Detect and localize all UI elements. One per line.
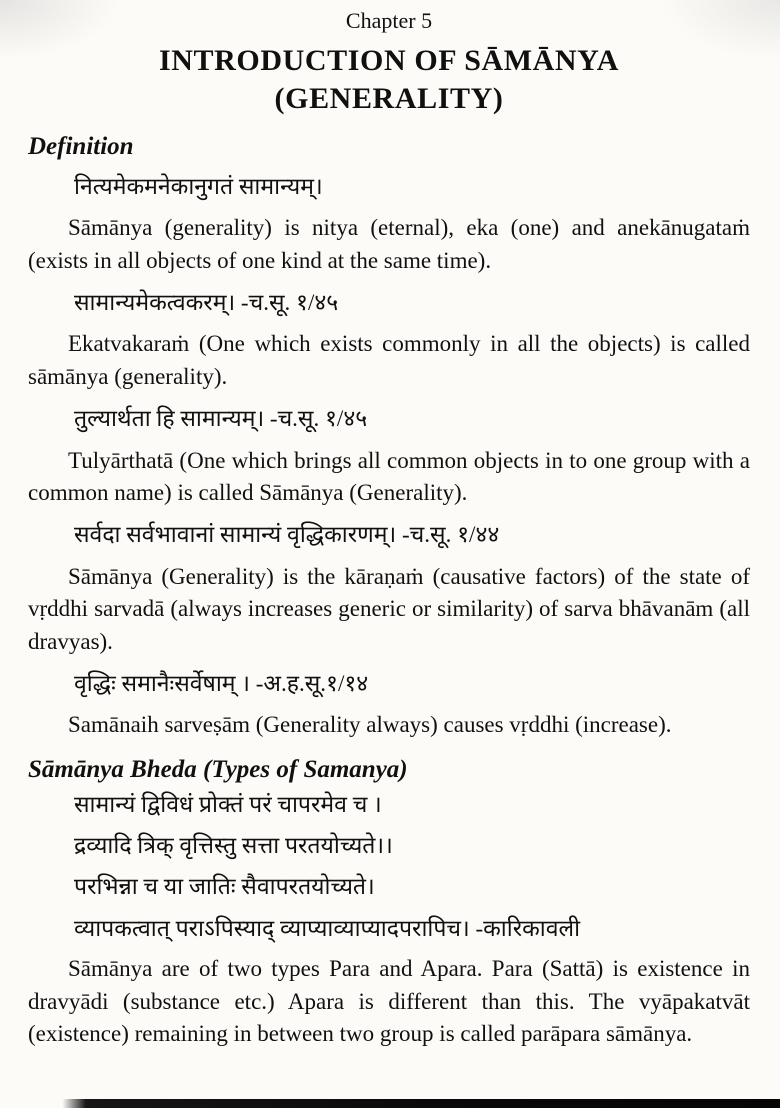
sanskrit-verse-block bbox=[28, 788, 750, 945]
page-title-line1: INTRODUCTION OF SĀMĀNYA bbox=[159, 44, 619, 77]
paragraph-translation-3: Tulyārthatā (One which brings all common objects in to one group with a common name) is called Sāmānya (Generality). bbox=[28, 447, 750, 505]
sanskrit-verse-line-2: द्रव्यादि त्रिक् वृत्तिस्तु सत्ता परतयोच्यते।। bbox=[74, 833, 393, 859]
sanskrit-sutra-4: सर्वदा सर्वभावानां सामान्यं वृद्धिकारणम्। -च.सू. १/४४ bbox=[74, 522, 500, 548]
paragraph-translation-2: Ekatvakaraṁ (One which exists commonly in all the objects) is called sāmānya (generality). bbox=[28, 331, 750, 389]
paragraph-translation-1: Sāmānya (generality) is nitya (eternal), eka (one) and anekānugataṁ (exists in all objects of one kind at the same time). bbox=[28, 215, 750, 273]
sanskrit-sutra-1: नित्यमेकमनेकानुगतं सामान्यम्। bbox=[74, 173, 323, 199]
chapter-label: Chapter 5 bbox=[345, 8, 433, 33]
section-heading-samanya-bheda: Sāmānya Bheda (Types of Samanya) bbox=[28, 755, 408, 783]
paragraph-translation-4: Sāmānya (Generality) is the kāraṇaṁ (causative factors) of the state of vṛddhi sarvadā (always increases generic or similarity) of sarva bhāvanām (all dravyas). bbox=[28, 563, 750, 654]
page-title-line2: (GENERALITY) bbox=[274, 82, 504, 116]
sanskrit-sutra-2: सामान्यमेकत्वकरम्। -च.सू. १/४५ bbox=[74, 289, 339, 315]
sanskrit-sutra-5: वृद्धिः समानैःसर्वेषाम् । -अ.ह.सू.१/१४ bbox=[74, 670, 369, 696]
page-title bbox=[28, 42, 750, 119]
sanskrit-verse-line-4: व्यापकत्वात् पराऽपिस्याद् व्याप्याव्याप्यादपरापिच। -कारिकावली bbox=[74, 915, 581, 941]
scan-edge-artifact bbox=[0, 1099, 780, 1108]
sanskrit-verse-line-1: सामान्यं द्विविधं प्रोक्तं परं चापरमेव च । bbox=[74, 791, 382, 817]
sanskrit-verse-line-3: परभिन्ना च या जातिः सैवापरतयोच्यते। bbox=[74, 874, 375, 900]
paragraph-translation-6: Sāmānya are of two types Para and Apara. Para (Sattā) is existence in dravyādi (substance etc.) Apara is different than this. The vyāpakatvāt (existence) remaining in between two group is called parāpara sāmānya. bbox=[28, 956, 750, 1046]
section-heading-definition: Definition bbox=[28, 132, 134, 160]
sanskrit-sutra-3: तुल्यार्थता हि सामान्यम्। -च.सू. १/४५ bbox=[74, 406, 368, 432]
paragraph-translation-5: Samānaih sarveṣām (Generality always) causes vṛddhi (increase). bbox=[68, 712, 672, 738]
